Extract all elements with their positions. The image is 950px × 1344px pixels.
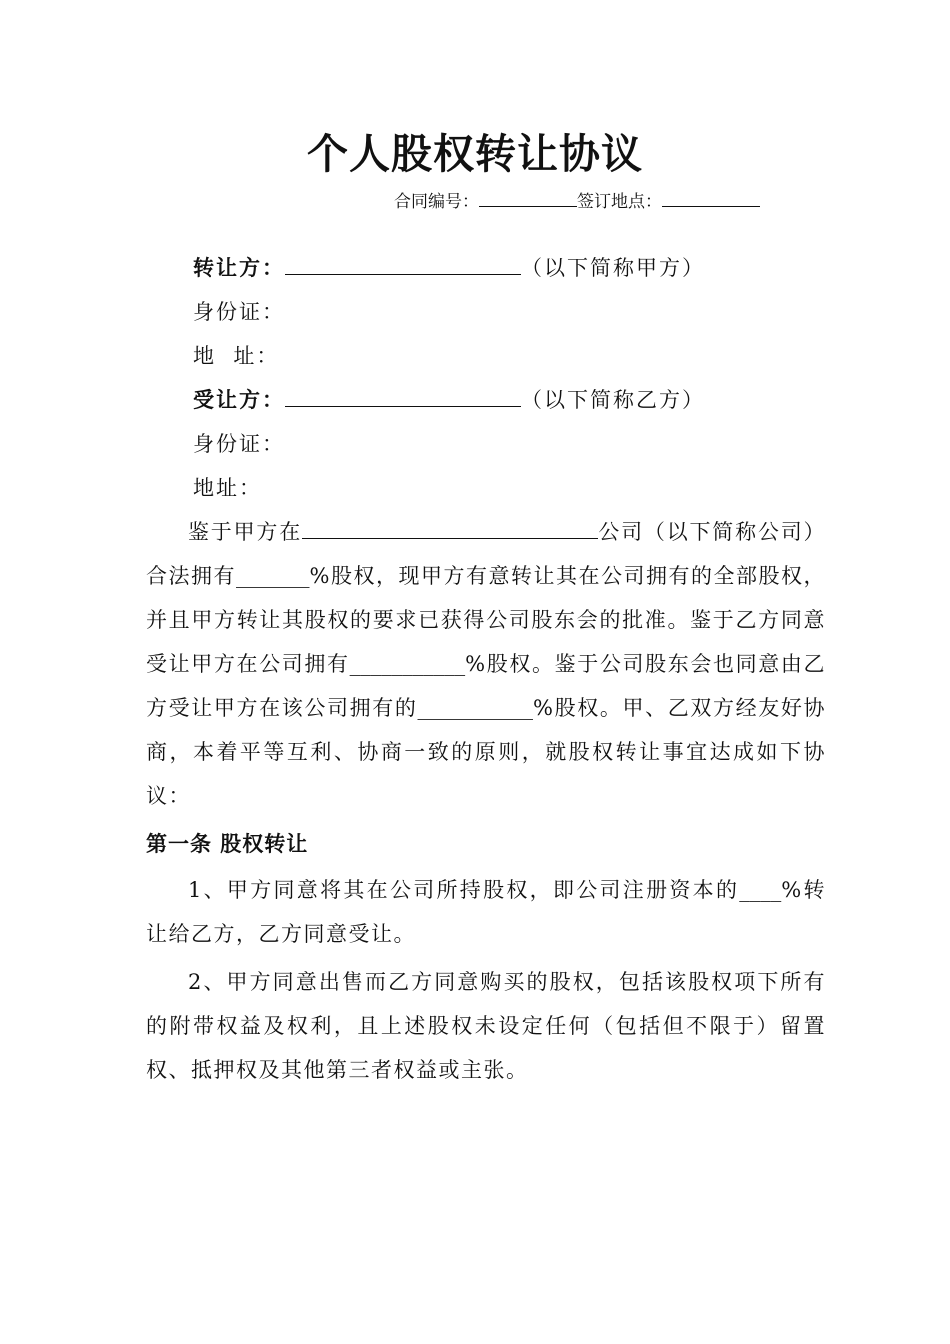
article-1-item-1 [146, 868, 826, 956]
sign-place-blank [662, 190, 760, 207]
item-1-part-b: %转让给乙方，乙方同意受让。 [146, 878, 826, 946]
transferee-label: 受让方： [193, 387, 285, 412]
transferee-address-line [193, 473, 262, 503]
transferee-address-label: 地址： [193, 476, 262, 500]
transferee-note: （以下简称乙方） [521, 388, 705, 412]
transferor-id-label: 身份证： [193, 300, 285, 324]
preamble-part-5: %股权。甲、乙双方经友好协商，本着平等互利、协商一致的原则，就股权转让事宜达成如下协议： [146, 696, 827, 808]
transferor-address-line [193, 341, 279, 371]
article-1-heading: 第一条 股权转让 [146, 831, 309, 856]
transferor-note: （以下简称甲方） [521, 256, 705, 280]
contract-no-blank [479, 190, 577, 207]
item-1-percent-blank: ____ [739, 878, 782, 902]
item-1-part-a: 1、甲方同意将其在公司所持股权，即公司注册资本的 [188, 878, 740, 902]
preamble-part-1: 鉴于甲方在 [188, 520, 302, 544]
contract-no-label: 合同编号： [394, 192, 479, 212]
preamble-part-4: %股权。鉴于公司股东会也同意由乙方受让甲方在该公司拥有的 [146, 652, 827, 720]
preamble-part-2: 公司（以下简称公司）合法拥有 [146, 520, 826, 588]
article-1-item-2: 2、甲方同意出售而乙方同意购买的股权，包括该股权项下所有的附带权益及权利，且上述股权未设定任何（包括但不限于）留置权、抵押权及其他第三者权益或主张。 [146, 970, 826, 1082]
share-percent-blank-3: ___________ [417, 696, 534, 720]
transferor-address-label: 地 址： [193, 344, 280, 368]
transferor-line [193, 253, 705, 283]
transferee-name-blank [285, 386, 521, 407]
share-percent-blank-1: _______ [236, 564, 310, 588]
sign-place-label: 签订地点： [577, 192, 662, 212]
transferor-id-line [193, 297, 285, 327]
preamble-part-3: %股权，现甲方有意转让其在公司拥有的全部股权，并且甲方转让其股权的要求已获得公司股东会的批准。鉴于乙方同意受让甲方在公司拥有 [146, 564, 827, 676]
transferee-line [193, 385, 705, 415]
transferor-label: 转让方： [193, 255, 285, 280]
transferor-name-blank [285, 254, 521, 275]
document-title: 个人股权转让协议 [307, 130, 643, 178]
preamble-paragraph [146, 510, 826, 818]
transferee-id-label: 身份证： [193, 432, 285, 456]
transferee-id-line [193, 429, 285, 459]
share-percent-blank-2: ___________ [349, 652, 466, 676]
company-name-blank [302, 518, 598, 539]
contract-meta [394, 190, 760, 213]
